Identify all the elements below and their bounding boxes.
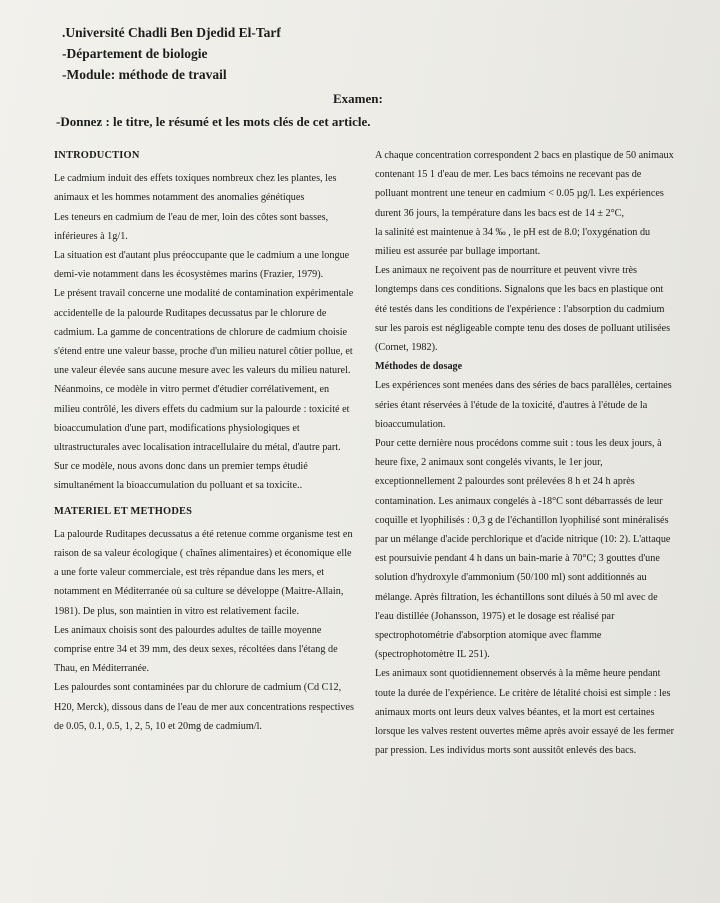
dosage-paragraph: Pour cette dernière nous procédons comme suit : tous les deux jours, à heure fixe, 2 animaux sont congelés vivants, le 1er jour, exceptionnellement 2 palourdes sont prélevées 8 h et 24 h après contamination. Les animaux congelés à -18°C sont débarrassés de leur coquille et lyophilisés : 0,3 g de l'échantillon lyophilisé sont minéralisés par un mélange d'acide perchlorique et d'acide nitrique (10: 2). L'attaque est poursuivie pendant 4 h dans un bain-marie à 70°C; 3 gouttes d'une solution d'hydroxyle d'ammonium (50/100 ml) sont additionnés au mélange. Après filtration, les échantillons sont dilués à 50 ml avec de l'eau distillée (Johansson, 1975) et le dosage est réalisé par spectrophotométrie d'absorption atomique avec flamme (spectrophotomètre IL 251). [375, 438, 671, 661]
methods-heading: MATERIEL ET METHODES [54, 505, 193, 517]
dosage-paragraph: Les animaux sont quotidiennement observés à la même heure pendant toute la durée de l'expérience. Le critère de létalité choisi est simple : les animaux morts ont leurs deux valves béantes, et la mort est certaines lorsque les valves restent ouvertes même après avoir essayé de les fermer par pression. Les individus morts sont aussitôt enlevés des bacs. [375, 668, 674, 757]
department-line: -Département de biologie [62, 46, 208, 61]
module-line: -Module: méthode de travail [62, 67, 227, 82]
methods-paragraph: Les animaux choisis sont des palourdes adultes de taille moyenne comprise entre 34 et 39 mm, des deux sexes, récoltées dans l'étang de Thau, en Méditerranée. [54, 624, 338, 675]
university-line: .Université Chadli Ben Djedid El-Tarf [62, 25, 281, 40]
intro-paragraph: Le cadmium induit des effets toxiques nombreux chez les plantes, les animaux et les hommes notamment des anomalies génétiques [54, 173, 337, 204]
right-column [375, 146, 675, 761]
intro-paragraph: Sur ce modèle, nous avons donc dans un premier temps étudié simultanément la bioaccumulation du polluant et sa toxicite.. [54, 461, 308, 492]
intro-paragraph: Le présent travail concerne une modalité de contamination expérimentale accidentelle de la palourde Ruditapes decussatus par le chlorure de cadmium. La gamme de concentrations de chlorure de cadmium choisie s'étend entre une valeur basse, proche d'un milieu naturel côtier pollue, et une valeur élevée sans aucune mesure avec les valeurs du milieu naturel. Néanmoins, ce modèle in vitro permet d'étudier corrélativement, en milieu contrôlé, les divers effets du cadmium sur la palourde : toxicité et bioaccumulation d'une part, modifications physiologiques et ultrastructurales avec localisation intracellulaire du métal, d'autre part. [54, 288, 354, 454]
intro-paragraph: La situation est d'autant plus préoccupante que le cadmium a une longue demi-vie notamment dans les écosystèmes marins (Frazier, 1979). [54, 250, 350, 281]
methods-paragraph: Les palourdes sont contaminées par du chlorure de cadmium (Cd C12, H20, Merck), dissous dans de l'eau de mer aux concentrations respectives de 0.05, 0.1, 0.5, 1, 2, 5, 10 et 20mg de cadmium/l. [54, 682, 355, 732]
left-column [54, 146, 354, 736]
document-header [62, 22, 281, 85]
conditions-paragraph: la salinité est maintenue à 34 ‰ , le pH est de 8.0; l'oxygénation du milieu est assurée par bullage important. [375, 226, 651, 258]
intro-paragraph: Les teneurs en cadmium de l'eau de mer, loin des côtes sont basses, inférieures à 1g/1. [54, 211, 329, 242]
introduction-heading: INTRODUCTION [54, 150, 140, 161]
dosage-paragraph: Les expériences sont menées dans des séries de bacs parallèles, certaines séries étant réservées à l'étude de la toxicité, d'autres à l'étude de la bioaccumulation. [375, 380, 672, 430]
conditions-paragraph: Les animaux ne reçoivent pas de nourriture et peuvent vivre très longtemps dans ces conditions. Signalons que les bacs en plastique ont été testés dans les conditions de l'expérience : l'absorption du cadmium sur les parois est négligeable compte tenu des doses de polluant utilisées (Cornet, 1982). [375, 265, 671, 354]
conditions-paragraph: A chaque concentration correspondent 2 bacs en plastique de 50 animaux contenant 15 1 d'eau de mer. Les bacs témoins ne recevant pas de polluant montrent une teneur en cadmium < 0.05 µg/l. Les expériences durent 36 jours, la température dans les bacs est de 14 ± 2°C, [375, 150, 674, 219]
exam-instruction: -Donnez : le titre, le résumé et les mots clés de cet article. [56, 114, 371, 129]
dosage-heading: Méthodes de dosage [375, 361, 463, 373]
exam-title: Examen: [333, 91, 383, 106]
methods-paragraph: La palourde Ruditapes decussatus a été retenue comme organisme test en raison de sa valeur écologique ( chaînes alimentaires) et économique elle a une forte valeur commerciale, est très répandue dans les mers, et notamment en Méditerranée où sa culture se développe (Maitre-Allain, 1981). De plus, son maintien in vitro est relativement facile. [54, 528, 353, 617]
